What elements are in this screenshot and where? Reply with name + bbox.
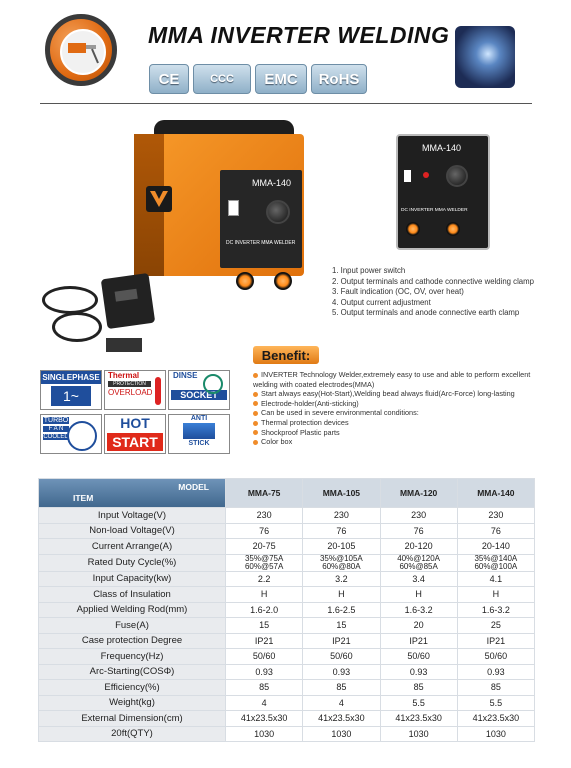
welding-photo bbox=[455, 26, 515, 88]
page-title: MMA INVERTER WELDING bbox=[148, 22, 450, 48]
table-row bbox=[39, 680, 534, 695]
spec-header-row bbox=[39, 479, 534, 507]
spec-value: 40%@120A 60%@85A bbox=[381, 555, 457, 571]
spec-value: 50/60 bbox=[303, 649, 379, 664]
spec-value: 4 bbox=[226, 696, 302, 711]
wire-brush-icon bbox=[106, 338, 142, 352]
spec-value: 85 bbox=[381, 680, 457, 695]
spec-value: 5.5 bbox=[381, 696, 457, 711]
emc-badge: EMC bbox=[255, 64, 307, 94]
brand-logo bbox=[45, 14, 117, 86]
electrode-cable-icon bbox=[52, 312, 102, 342]
benefit-item: INVERTER Technology Welder,extremely easy to use and able to perform excellent welding with coated electrodes(MMA) bbox=[253, 370, 531, 389]
feature-item: 5. Output terminals and anode connective earth clamp bbox=[332, 308, 520, 317]
ce-badge: CE bbox=[149, 64, 189, 94]
spec-value: 50/60 bbox=[226, 649, 302, 664]
table-row bbox=[39, 696, 534, 711]
spec-value: 25 bbox=[458, 618, 534, 633]
spec-value: 230 bbox=[226, 508, 302, 523]
spec-value: 20-105 bbox=[303, 539, 379, 554]
benefit-item: Electrode-holder(Anti-sticking) bbox=[253, 399, 533, 409]
spec-value: 230 bbox=[303, 508, 379, 523]
spec-value: 0.93 bbox=[226, 665, 302, 680]
spec-value: 85 bbox=[303, 680, 379, 695]
fault-led-icon bbox=[423, 172, 429, 178]
model-header: MMA-105 bbox=[303, 479, 379, 507]
panel-caption: DC INVERTER MMA WELDER bbox=[226, 240, 296, 246]
spec-table bbox=[38, 478, 535, 742]
spec-value: 1.6-3.2 bbox=[458, 603, 534, 618]
thermal-overload-icon: Thermal PROTECTION OVERLOAD bbox=[104, 370, 166, 410]
spec-value: 15 bbox=[303, 618, 379, 633]
table-row bbox=[39, 665, 534, 680]
table-row bbox=[39, 572, 534, 587]
table-row bbox=[39, 539, 534, 554]
spec-label: Current Arrange(A) bbox=[39, 539, 225, 554]
spec-label: Input Voltage(V) bbox=[39, 508, 225, 523]
spec-value: 5.5 bbox=[458, 696, 534, 711]
spec-label: Weight(kg) bbox=[39, 696, 225, 711]
spec-value: 50/60 bbox=[458, 649, 534, 664]
table-row bbox=[39, 711, 534, 726]
panel-model-label: MMA-140 bbox=[252, 178, 292, 188]
benefit-list bbox=[253, 370, 533, 447]
spec-value: 35%@105A 60%@80A bbox=[303, 555, 379, 571]
spec-value: 41x23.5x30 bbox=[226, 711, 302, 726]
spec-value: 85 bbox=[458, 680, 534, 695]
spec-value: 230 bbox=[381, 508, 457, 523]
spec-value: IP21 bbox=[226, 634, 302, 649]
feature-item: 2. Output terminals and cathode connective welding clamp bbox=[332, 276, 534, 286]
spec-value: 1030 bbox=[458, 727, 534, 742]
brand-emblem-icon bbox=[146, 186, 172, 212]
rohs-badge: RoHS bbox=[311, 64, 367, 94]
closeup-switch-icon bbox=[404, 170, 411, 182]
spec-value: 1030 bbox=[226, 727, 302, 742]
spec-value: 76 bbox=[226, 524, 302, 539]
spec-value: 50/60 bbox=[381, 649, 457, 664]
spec-value: 41x23.5x30 bbox=[458, 711, 534, 726]
table-row bbox=[39, 508, 534, 523]
table-row bbox=[39, 524, 534, 539]
spec-value: 35%@75A 60%@57A bbox=[226, 555, 302, 571]
spec-value: 3.2 bbox=[303, 572, 379, 587]
spec-value: IP21 bbox=[381, 634, 457, 649]
table-row bbox=[39, 618, 534, 633]
single-phase-icon: SINGLEPHASE 1~ bbox=[40, 370, 102, 410]
negative-terminal-icon bbox=[236, 272, 254, 290]
table-row bbox=[39, 649, 534, 664]
spec-value: 76 bbox=[303, 524, 379, 539]
spec-label: Class of Insulation bbox=[39, 587, 225, 602]
spec-value: 20-120 bbox=[381, 539, 457, 554]
benefit-item: Color box bbox=[253, 437, 533, 447]
spec-value: 1.6-2.0 bbox=[226, 603, 302, 618]
model-header: MMA-120 bbox=[381, 479, 457, 507]
spec-value: 35%@140A 60%@100A bbox=[458, 555, 534, 571]
benefit-item: Can be used in severe environmental conditions: bbox=[253, 408, 533, 418]
welding-torch-icon bbox=[60, 29, 106, 75]
current-knob-icon bbox=[266, 200, 290, 224]
spec-value: 2.2 bbox=[226, 572, 302, 587]
feature-item: 1. Input power switch bbox=[332, 266, 406, 275]
table-row bbox=[39, 727, 534, 742]
spec-label: Case protection Degree bbox=[39, 634, 225, 649]
welding-mask-icon bbox=[101, 273, 155, 329]
spec-label: 20ft(QTY) bbox=[39, 727, 225, 742]
spec-value: H bbox=[303, 587, 379, 602]
spec-label: Rated Duty Cycle(%) bbox=[39, 555, 225, 571]
spec-value: 76 bbox=[381, 524, 457, 539]
spec-value: 1030 bbox=[381, 727, 457, 742]
dinse-socket-icon: DINSE SOCKET bbox=[168, 370, 230, 410]
spec-value: 76 bbox=[458, 524, 534, 539]
spec-label: Frequency(Hz) bbox=[39, 649, 225, 664]
header-divider bbox=[40, 103, 532, 104]
spec-value: 41x23.5x30 bbox=[303, 711, 379, 726]
spec-value: 41x23.5x30 bbox=[381, 711, 457, 726]
spec-value: 85 bbox=[226, 680, 302, 695]
spec-value: 4 bbox=[303, 696, 379, 711]
spec-value: 1030 bbox=[303, 727, 379, 742]
spec-value: 20-140 bbox=[458, 539, 534, 554]
table-row bbox=[39, 587, 534, 602]
table-row bbox=[39, 555, 534, 571]
power-switch-icon bbox=[228, 200, 239, 216]
feature-list bbox=[332, 266, 534, 319]
spec-value: 0.93 bbox=[303, 665, 379, 680]
spec-label: External Dimension(cm) bbox=[39, 711, 225, 726]
spec-value: 1.6-2.5 bbox=[303, 603, 379, 618]
table-row bbox=[39, 603, 534, 618]
turbo-fan-cooled-icon: TURBO F A N COOLED bbox=[40, 414, 102, 454]
spec-value: 230 bbox=[458, 508, 534, 523]
spec-label: Applied Welding Rod(mm) bbox=[39, 603, 225, 618]
ccc-badge: CCC bbox=[193, 64, 251, 94]
spec-value: H bbox=[226, 587, 302, 602]
spec-value: H bbox=[381, 587, 457, 602]
spec-value: IP21 bbox=[303, 634, 379, 649]
spec-value: 20 bbox=[381, 618, 457, 633]
spec-value: 0.93 bbox=[458, 665, 534, 680]
benefit-item: Shockproof Plastic parts bbox=[253, 428, 533, 438]
spec-label: Arc-Starting(COSΦ) bbox=[39, 665, 225, 680]
spec-value: IP21 bbox=[458, 634, 534, 649]
model-header: MMA-75 bbox=[226, 479, 302, 507]
spec-value: H bbox=[458, 587, 534, 602]
spec-label: Fuse(A) bbox=[39, 618, 225, 633]
anti-stick-icon: ANTI STICK bbox=[168, 414, 230, 454]
benefit-item: Start always easy(Hot-Start),Welding bead always fluid(Arc-Force) long-lasting bbox=[253, 389, 533, 399]
earth-clamp-cable-icon bbox=[42, 286, 98, 314]
spec-label: Efficiency(%) bbox=[39, 680, 225, 695]
spec-value: 0.93 bbox=[381, 665, 457, 680]
closeup-caption: DC INVERTER MMA WELDER bbox=[401, 208, 468, 213]
spec-label: Non-load Voltage(V) bbox=[39, 524, 225, 539]
closeup-knob-icon bbox=[446, 165, 468, 187]
closeup-positive-terminal-icon bbox=[446, 222, 460, 236]
table-row bbox=[39, 634, 534, 649]
benefit-heading: Benefit: bbox=[253, 346, 319, 364]
positive-terminal-icon bbox=[274, 272, 292, 290]
spec-value: 4.1 bbox=[458, 572, 534, 587]
model-item-corner: MODEL ITEM bbox=[39, 479, 225, 507]
spec-value: 3.4 bbox=[381, 572, 457, 587]
hot-start-icon: HOT START bbox=[104, 414, 166, 454]
spec-value: 20-75 bbox=[226, 539, 302, 554]
spec-value: 1.6-3.2 bbox=[381, 603, 457, 618]
benefit-item: Thermal protection devices bbox=[253, 418, 533, 428]
feature-item: 3. Fault indication (OC, OV, over heat) bbox=[332, 287, 464, 296]
closeup-model-label: MMA-140 bbox=[422, 143, 462, 153]
closeup-negative-terminal-icon bbox=[406, 222, 420, 236]
spec-value: 15 bbox=[226, 618, 302, 633]
spec-label: Input Capacity(kw) bbox=[39, 572, 225, 587]
model-header: MMA-140 bbox=[458, 479, 534, 507]
feature-item: 4. Output current adjustment bbox=[332, 297, 431, 307]
